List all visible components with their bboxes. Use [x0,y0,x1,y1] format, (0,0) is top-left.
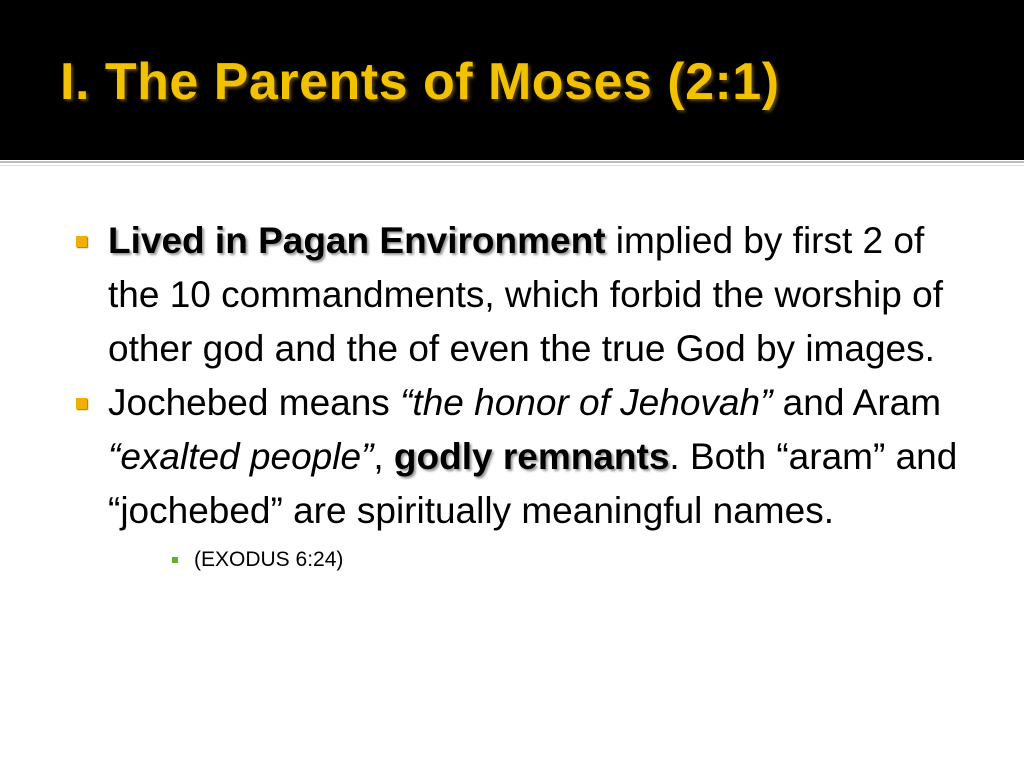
bullet-text: and Aram [772,382,942,423]
sub-bullet-reference [172,542,976,578]
bullet-pagan-environment [76,214,976,376]
square-bullet-icon [76,398,87,409]
bullet-text: , [373,436,394,477]
title-divider [0,161,1024,163]
bullet-text: Jochebed means [108,382,401,423]
jochebed-meaning: “the honor of Jehovah” [400,382,773,423]
small-square-bullet-icon [172,557,178,563]
scripture-reference: (EXODUS 6:24) [194,548,344,571]
aram-meaning: “exalted people” [108,436,374,477]
title-divider-thin [0,165,1024,166]
slide-title: I. The Parents of Moses (2:1) [60,53,780,111]
bullet-text: . Both “aram” and “jochebed” are spiritually meaningful names. [108,436,958,531]
bullet-jochebed [76,376,976,538]
square-bullet-icon [76,236,87,247]
title-bar [0,0,1024,160]
bullet-text: implied by first 2 of the 10 commandments, which forbid the worship of other god and the of even the true God by images. [108,220,943,369]
slide-content [76,214,976,578]
godly-remnants-emphasis: godly remnants [393,436,670,477]
bullet-heading: Lived in Pagan Environment [108,220,606,261]
